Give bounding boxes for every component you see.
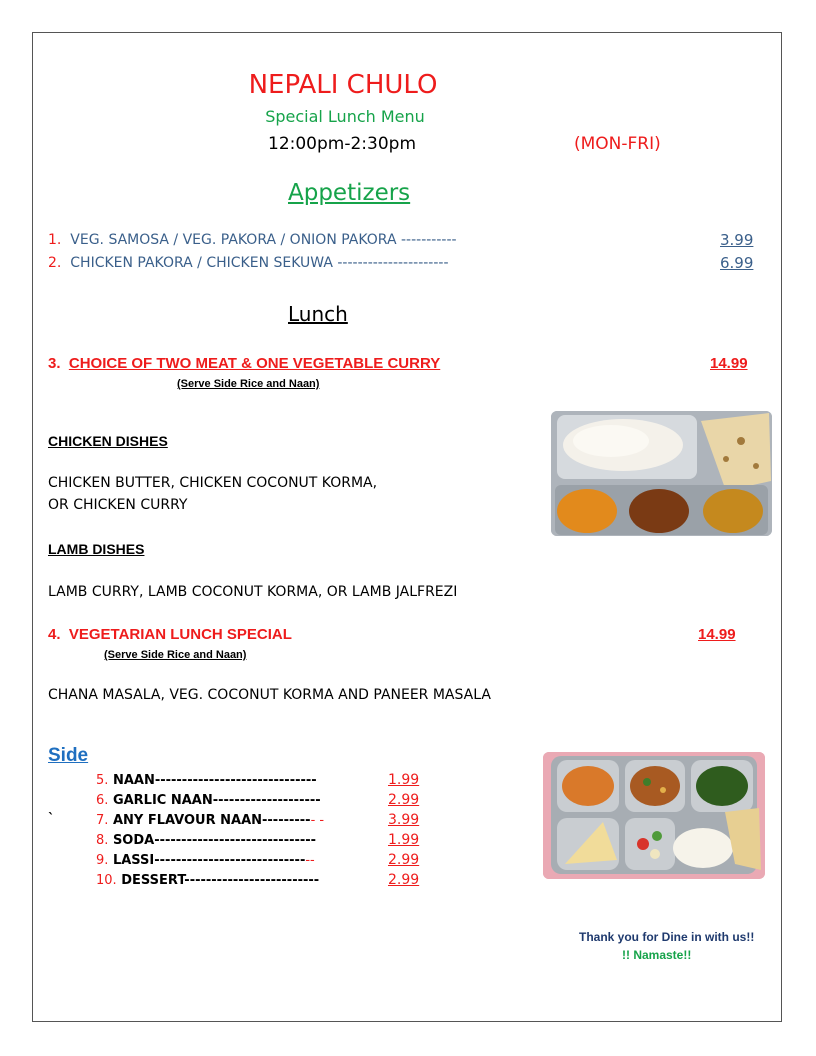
combo-number: 3. <box>48 355 61 372</box>
restaurant-title: NEPALI CHULO <box>248 70 438 100</box>
combo-price: 14.99 <box>710 355 748 372</box>
side-item-number: 8. <box>96 833 109 848</box>
chicken-dishes-line: CHICKEN BUTTER, CHICKEN COCONUT KORMA, <box>48 475 378 491</box>
side-item-number: 5. <box>96 773 109 788</box>
side-item <box>96 873 319 888</box>
side-item-name: SODA------------------------------ <box>112 833 317 848</box>
lunch-thali-illustration <box>551 411 772 536</box>
combo-item <box>48 355 440 372</box>
combo-note: (Serve Side Rice and Naan) <box>177 378 320 390</box>
chicken-dishes-heading: CHICKEN DISHES <box>48 433 168 449</box>
side-item-price: 2.99 <box>388 872 420 888</box>
side-item-name: DESSERT------------------------- <box>121 873 320 888</box>
veg-special-note: (Serve Side Rice and Naan) <box>104 649 247 661</box>
side-item-name: ANY FLAVOUR NAAN--------- <box>112 813 311 828</box>
appetizer-price: 6.99 <box>720 254 754 272</box>
side-item-number: 9. <box>96 853 109 868</box>
lunch-days: (MON-FRI) <box>574 134 661 154</box>
veg-special-item <box>48 626 292 643</box>
veg-special-name: VEGETARIAN LUNCH SPECIAL <box>68 626 292 643</box>
appetizer-name: VEG. SAMOSA / VEG. PAKORA / ONION PAKORA ----------- <box>70 232 457 248</box>
veg-special-price: 14.99 <box>698 626 736 643</box>
side-item-price: 2.99 <box>388 792 420 808</box>
side-item <box>96 833 316 848</box>
appetizer-number: 1. <box>48 232 62 248</box>
side-item-extra-dashes: - - <box>310 813 325 828</box>
side-item-name: NAAN------------------------------ <box>112 773 317 788</box>
side-item-name: GARLIC NAAN-------------------- <box>112 793 321 808</box>
side-item-price: 2.99 <box>388 852 420 868</box>
side-item-number: 6. <box>96 793 109 808</box>
side-item-number: 7. <box>96 813 109 828</box>
appetizers-heading: Appetizers <box>288 180 411 206</box>
appetizer-item <box>48 232 457 248</box>
veg-special-number: 4. <box>48 626 61 643</box>
side-item-price: 3.99 <box>388 812 420 828</box>
stray-mark: ` <box>48 812 55 827</box>
lunch-hours: 12:00pm-2:30pm <box>268 134 417 154</box>
appetizer-price: 3.99 <box>720 231 754 249</box>
side-item-name: LASSI---------------------------- <box>112 853 306 868</box>
side-item-number: 10. <box>96 873 117 888</box>
combo-name: CHOICE OF TWO MEAT & ONE VEGETABLE CURRY <box>68 355 441 372</box>
thali-tray-photo <box>543 752 765 879</box>
namaste-message: !! Namaste!! <box>622 948 692 962</box>
appetizer-name: CHICKEN PAKORA / CHICKEN SEKUWA ---------------------- <box>70 255 449 271</box>
appetizer-number: 2. <box>48 255 62 271</box>
side-item <box>96 813 324 828</box>
menu-subtitle: Special Lunch Menu <box>265 107 425 126</box>
appetizer-item <box>48 255 449 271</box>
lamb-dishes-heading: LAMB DISHES <box>48 541 145 557</box>
lamb-dishes-line: LAMB CURRY, LAMB COCONUT KORMA, OR LAMB JALFREZI <box>48 584 458 600</box>
thali-tray-illustration <box>543 752 765 879</box>
lunch-heading: Lunch <box>288 302 348 326</box>
side-item-extra-dashes: -- <box>305 853 315 868</box>
side-item-price: 1.99 <box>388 832 420 848</box>
thank-you-message: Thank you for Dine in with us!! <box>579 930 755 944</box>
side-item-price: 1.99 <box>388 772 420 788</box>
chicken-dishes-line: OR CHICKEN CURRY <box>48 497 188 513</box>
side-heading: Side <box>48 745 89 766</box>
side-item <box>96 793 321 808</box>
lunch-thali-photo <box>551 411 772 536</box>
side-item <box>96 773 317 788</box>
veg-special-line: CHANA MASALA, VEG. COCONUT KORMA AND PANEER MASALA <box>48 687 491 703</box>
side-item <box>96 853 315 868</box>
